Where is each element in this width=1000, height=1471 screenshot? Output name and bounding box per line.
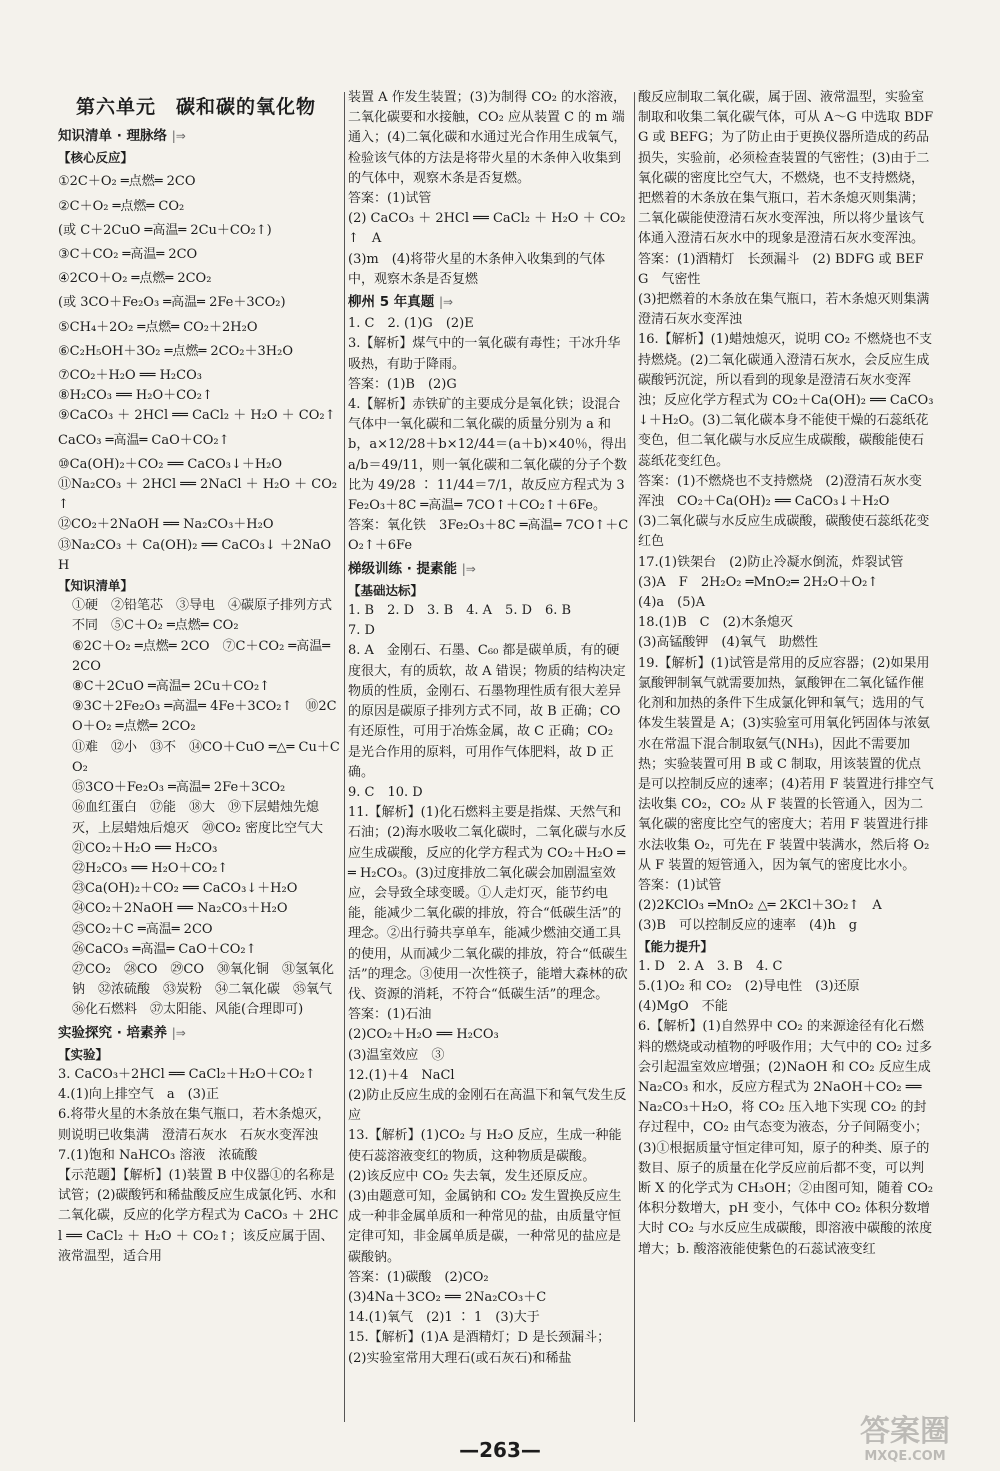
subsection-heading: 【知识清单】 xyxy=(58,578,134,594)
answer-line: 答案：(1)B (2)G xyxy=(348,376,457,392)
question-line: 7. D xyxy=(348,623,375,639)
answer-line: (2)2KClO₃ ═MnO₂ △═ 2KCl＋3O₂↑ A xyxy=(638,898,882,914)
answer-line: (3)B 可以控制反应的速率 (4)h g xyxy=(638,918,858,934)
answer-line: (2) CaCO₃ ＋ 2HCl ══ CaCl₂ ＋ H₂O ＋ CO₂↑ A xyxy=(348,211,626,247)
question-line: 11.【解析】(1)化石燃料主要是指煤、天然气和石油；(2)海水吸收二氧化碳时，二氧化碳与水反应生成碳酸，反应的化学方程式为 CO₂＋H₂O ══ H₂CO₃。(3)过度排放二氧化碳会加剧温室效应，会导致全球变暖。①人走灯灭，能节约电能，能减少二氧化碳的排放，符合“低碳生活”的理念。②出行骑共享单车，能减少燃油交通工具的使用，从而减少二氧化碳的排放，符合“低碳生活”的理念。③使用一次性筷子，能增大森林的砍伐、资源的消耗，不符合“低碳生活”的理念。 xyxy=(348,805,628,1002)
knowledge-line: ㉒H₂CO₃ ══ H₂O＋CO₂↑ xyxy=(72,860,229,876)
reaction-line: ⑫CO₂＋2NaOH ══ Na₂CO₃＋H₂O xyxy=(58,517,274,533)
experiment-line: 3. CaCO₃＋2HCl ══ CaCl₂＋H₂O＋CO₂↑ xyxy=(58,1066,316,1082)
watermark-logo: 答案圈 MXQE.COM xyxy=(860,1414,950,1464)
section-arrow-icon: |⇒ xyxy=(439,295,454,310)
reaction-line: (或 C＋2CuO ═高温═ 2Cu＋CO₂↑) xyxy=(58,222,272,238)
answer-line: (3)二氧化碳与水反应生成碳酸，碳酸使石蕊纸花变红色 xyxy=(638,514,930,550)
text-line: 酸反应制取二氧化碳，属于固、液常温型，实验室制取和收集二氧化碳气体，可从 A～G 中选取 BDFG 或 BEFG；为了防止由于更换仪器所造成的药品损失，实验前，必须检查装置的气密性；(3)由于二氧化碳的密度比空气大，不燃烧，也不支持燃烧，把燃着的木条放在集气瓶口，若木条熄灭则集满；二氧化碳能使澄清石灰水变浑浊，所以将少量该气体通入澄清石灰水中的现象是澄清石灰水变浑浊。 xyxy=(638,90,934,247)
column-middle xyxy=(348,88,630,1433)
section-heading: 梯级训练 · 提素能 |⇒ xyxy=(348,560,476,577)
unit-title: 第六单元 碳和碳的氧化物 xyxy=(76,96,317,118)
subsection-heading: 【核心反应】 xyxy=(58,150,134,166)
knowledge-line: ⑥2C＋O₂ ═点燃═ 2CO ⑦C＋CO₂ ═高温═ 2CO xyxy=(72,638,335,674)
knowledge-line: ⑧C＋2CuO ═高温═ 2Cu＋CO₂↑ xyxy=(72,679,271,695)
answer-line: (3)高锰酸钾 (4)氧气 助燃性 xyxy=(638,635,818,651)
question-line: 9. C 10. D xyxy=(348,784,423,800)
subsection-heading: 【能力提升】 xyxy=(638,938,714,954)
question-line: 16.【解析】(1)蜡烛熄灭，说明 CO₂ 不燃烧也不支持燃烧。(2)二氧化碳通入澄清石灰水，会反应生成碳酸钙沉淀，所以看到的现象是澄清石灰水变浑浊；反应化学方程式为 CO₂＋Ca(OH)₂ ══ CaCO₃↓＋H₂O。(3)二氧化碳本身不能使干燥的石蕊纸花变色，但二氧化碳与水反应生成碳酸，碳酸能使石蕊纸花变红色。 xyxy=(638,332,934,469)
column-right xyxy=(638,88,943,1433)
section-heading: 柳州 5 年真题 |⇒ xyxy=(348,294,454,311)
answer-line: (2)该反应中 CO₂ 失去氧，发生还原反应。 xyxy=(348,1168,596,1184)
reaction-line: ⑬Na₂CO₃ ＋ Ca(OH)₂ ══ CaCO₃↓ ＋2NaOH xyxy=(58,537,331,573)
section-heading: 知识清单 · 理脉络 |⇒ xyxy=(58,128,186,144)
knowledge-line: ①硬 ②铅笔芯 ③导电 ④碳原子排列方式不同 ⑤C＋O₂ ═点燃═ CO₂ xyxy=(72,598,333,634)
answer-line: (4)MgO 不能 xyxy=(638,999,728,1015)
answer-line: (2)CO₂＋H₂O ══ H₂CO₃ xyxy=(348,1027,499,1043)
knowledge-line: ㉕CO₂＋C ═高温═ 2CO xyxy=(72,921,213,937)
reaction-line: ③C＋CO₂ ═高温═ 2CO xyxy=(58,247,198,263)
answer-line: (3)A F 2H₂O₂ ═MnO₂═ 2H₂O＋O₂↑ xyxy=(638,574,879,590)
question-line: 1. D 2. A 3. B 4. C xyxy=(638,958,783,974)
subsection-heading: 【实验】 xyxy=(58,1046,109,1062)
question-line: 8. A 金刚石、石墨、C₆₀ 都是碳单质，有的硬度很大，有的质软，故 A 错误；物质的结构决定物质的性质，金刚石、石墨物理性质有很大差异的原因是碳原子排列方式不同，故 B 正确；CO 有还原性，可用于冶炼金属，故 C 正确；CO₂ 是光合作用的原料，可用作气体肥料，故 D 正确。 xyxy=(348,643,626,780)
reaction-line: ④2CO＋O₂ ═点燃═ 2CO₂ xyxy=(58,271,212,287)
question-line: 18.(1)B C (2)木条熄灭 xyxy=(638,615,794,631)
question-line: 15.【解析】(1)A 是酒精灯；D 是长颈漏斗； xyxy=(348,1330,611,1346)
answer-line: (4)a (5)A xyxy=(638,595,705,611)
reaction-line: ①2C＋O₂ ═点燃═ 2CO xyxy=(58,174,196,190)
answer-line: 答案：氧化铁 3Fe₂O₃＋8C ═高温═ 7CO↑＋CO₂↑＋6Fe xyxy=(348,518,629,554)
reaction-line: ⑧H₂CO₃ ══ H₂O＋CO₂↑ xyxy=(58,388,213,404)
text-line: 装置 A 作发生装置；(3)为制得 CO₂ 的水溶液，二氧化碳要和水接触，CO₂ 应从装置 C 的 m 端通入；(4)二氧化碳和水通过光合作用生成氧气，检验该气体的方法是将带火星的木条伸入收集到的气体中，观察木条是否复燃。 xyxy=(348,90,627,186)
knowledge-line: ⑮3CO＋Fe₂O₃ ═高温═ 2Fe＋3CO₂ xyxy=(72,780,286,796)
section-heading: 实验探究 · 培素养 |⇒ xyxy=(58,1024,186,1041)
reaction-line: ⑨CaCO₃ ＋ 2HCl ══ CaCl₂ ＋ H₂O ＋ CO₂↑ xyxy=(58,408,336,424)
column-divider xyxy=(344,92,345,1422)
reaction-line: ②C＋O₂ ═点燃═ CO₂ xyxy=(58,198,185,214)
answer-line: (2)防止反应生成的金刚石在高温下和氧气发生反应 xyxy=(348,1087,627,1124)
answer-line: 答案：(1)不燃烧也不支持燃烧 (2)澄清石灰水变浑浊 CO₂＋Ca(OH)₂ ══ CaCO₃↓＋H₂O xyxy=(638,473,922,510)
reaction-line: ⑪Na₂CO₃ ＋ 2HCl ══ 2NaCl ＋ H₂O ＋ CO₂↑ xyxy=(58,477,338,513)
section-arrow-icon: |⇒ xyxy=(171,1025,186,1040)
question-line: 14.(1)氧气 (2)1 ∶ 1 (3)大于 xyxy=(348,1310,540,1326)
knowledge-line: ⑯血红蛋白 ⑰能 ⑱大 ⑲下层蜡烛先熄灭，上层蜡烛后熄灭 ⑳CO₂ 密度比空气大 ㉑CO₂＋H₂O ══ H₂CO₃ xyxy=(72,800,336,856)
knowledge-line: ㉗CO₂ ㉘CO ㉙CO ㉚氧化铜 ㉛氢氧化钠 ㉜浓硫酸 ㉝炭粉 ㉞二氧化碳 ㉟氧气 ㊱化石燃料 ㊲太阳能、风能(合理即可) xyxy=(72,961,346,1018)
question-line: 1. B 2. D 3. B 4. A 5. D 6. B xyxy=(348,603,572,619)
knowledge-line: ⑪难 ⑫小 ⑬不 ⑭CO＋CuO ═△═ Cu＋CO₂ xyxy=(72,739,340,775)
answer-line: (3)4Na＋3CO₂ ══ 2Na₂CO₃＋C xyxy=(348,1289,547,1305)
answer-line: (2)实验室常用大理石(或石灰石)和稀盐 xyxy=(348,1350,572,1366)
question-line: 4.【解析】赤铁矿的主要成分是氧化铁；设混合气体中一氧化碳和二氧化碳的质量分别为 a 和 b，a×12/28＋b×12/44＝(a＋b)×40％，得出 a/b＝49/11，则一氧化碳和二氧化碳的分子个数比为 49/28 ∶ 11/44＝7/1，故反应方程式为 3Fe₂O₃＋8C ═高温═ 7CO↑＋CO₂↑＋6Fe。 xyxy=(348,397,631,514)
question-line: 12.(1)＋4 NaCl xyxy=(348,1067,455,1083)
answer-line: 答案：(1)石油 xyxy=(348,1007,432,1023)
experiment-line: 6.将带火星的木条放在集气瓶口，若木条熄灭，则说明已收集满 澄清石灰水 石灰水变浑浊 xyxy=(58,1107,331,1143)
section-arrow-icon: |⇒ xyxy=(171,129,186,143)
answer-line: (3)由题意可知，金属钠和 CO₂ 发生置换反应生成一种非金属单质和一种常见的盐，由质量守恒定律可知，非金属单质是碳，一种常见的盐应是碳酸钠。 xyxy=(348,1188,622,1265)
section-arrow-icon: |⇒ xyxy=(461,561,476,576)
answer-line: 答案：(1)试管 xyxy=(348,191,432,207)
reaction-line: ⑥C₂H₅OH＋3O₂ ═点燃═ 2CO₂＋3H₂O xyxy=(58,343,293,359)
question-line: 19.【解析】(1)试管是常用的反应容器；(2)如果用氯酸钾制氧气就需要加热，氯酸钾在二氧化锰作催化剂和加热的条件下生成氯化钾和氧气；选用的气体发生装置是 A；(3)实验室可用氧化钙固体与浓氨水在常温下混合制取氨气(NH₃)，因此不需要加热；实验装置可用 B 或 C 制取，用该装置的优点是可以控制反应的速率；(4)若用 F 装置进行排空气法收集 CO₂，CO₂ 从 F 装置的长管通入，因为二氧化碳的密度比空气的密度大；若用 F 装置进行排水法收集 O₂，可先在 F 装置中装满水，然后将 O₂ 从 F 装置的短管通入，因为氧气的密度比水小。 xyxy=(638,655,934,873)
column-left xyxy=(58,88,346,1433)
question-line: 6.【解析】(1)自然界中 CO₂ 的来源途径有化石燃料的燃烧或动植物的呼吸作用；大气中的 CO₂ 过多会引起温室效应增强；(2)NaOH 和 CO₂ 反应生成 Na₂CO₃ 和水，反应方程式为 2NaOH＋CO₂ ══ Na₂CO₃＋H₂O，将 CO₂ 压入地下实现 CO₂ 的封存过程中，CO₂ 由气态变为液态，分子间隔变小；(3)①根据质量守恒定律可知，原子的种类、原子的数目、原子的质量在化学反应前后都不变，可以判断 X 的化学式为 CH₃OH；②由图可知，随着 CO₂ 体积分数增大，pH 变小，气体中 CO₂ 体积分数增大时 CO₂ 与水反应生成碳酸，即溶液中碳酸的浓度增大；b. 酸溶液能使紫色的石蕊试液变红 xyxy=(638,1019,938,1257)
experiment-line: 4.(1)向上排空气 a (3)正 xyxy=(58,1087,219,1103)
reaction-line: CaCO₃ ═高温═ CaO＋CO₂↑ xyxy=(58,432,230,448)
experiment-line: 7.(1)饱和 NaHCO₃ 溶液 浓硫酸 xyxy=(58,1147,258,1163)
question-line: 13.【解析】(1)CO₂ 与 H₂O 反应，生成一种能使石蕊溶液变红的物质，这种物质是碳酸。 xyxy=(348,1128,622,1164)
answer-line: (3)温室效应 ③ xyxy=(348,1047,445,1063)
knowledge-line: ㉔CO₂＋2NaOH ══ Na₂CO₃＋H₂O xyxy=(72,901,288,917)
page-number: —263— xyxy=(459,1438,541,1462)
knowledge-line: ㉓Ca(OH)₂＋CO₂ ══ CaCO₃↓＋H₂O xyxy=(72,881,298,897)
answer-line: (3)m (4)将带火星的木条伸入收集到的气体中，观察木条是否复燃 xyxy=(348,251,606,287)
knowledge-line: ⑨3C＋2Fe₂O₃ ═高温═ 4Fe＋3CO₂↑ ⑩2CO＋O₂ ═点燃═ 2CO₂ xyxy=(72,699,337,735)
question-line: 3.【解析】煤气中的一氧化碳有毒性；干冰升华吸热，有助于降雨。 xyxy=(348,336,621,372)
question-line: 1. C 2. (1)G (2)E xyxy=(348,316,474,332)
knowledge-line: ㉖CaCO₃ ═高温═ CaO＋CO₂↑ xyxy=(72,941,257,957)
answer-line: (3)把燃着的木条放在集气瓶口，若木条熄灭则集满 澄清石灰水变浑浊 xyxy=(638,292,943,328)
question-line: 17.(1)铁架台 (2)防止冷凝水倒流，炸裂试管 xyxy=(638,554,904,570)
experiment-line: 【示范题】【解析】(1)装置 B 中仪器①的名称是试管；(2)碳酸钙和稀盐酸反应生成氯化钙、水和二氧化碳，反应的化学方程式为 CaCO₃ ＋ 2HCl ══ CaCl₂ ＋ H₂O ＋ CO₂↑；该反应属于固、液常温型，适合用 xyxy=(58,1167,339,1264)
reaction-line: ⑦CO₂＋H₂O ══ H₂CO₃ xyxy=(58,368,202,384)
reaction-line: ⑩Ca(OH)₂＋CO₂ ══ CaCO₃↓＋H₂O xyxy=(58,456,283,472)
column-divider xyxy=(634,92,635,1422)
subsection-heading: 【基础达标】 xyxy=(348,582,424,598)
reaction-line: ⑤CH₄＋2O₂ ═点燃═ CO₂＋2H₂O xyxy=(58,319,258,335)
reaction-line: (或 3CO＋Fe₂O₃ ═高温═ 2Fe＋3CO₂) xyxy=(58,295,286,311)
answer-line: 答案：(1)碳酸 (2)CO₂ xyxy=(348,1269,489,1285)
question-line: 5.(1)O₂ 和 CO₂ (2)导电性 (3)还原 xyxy=(638,978,860,994)
answer-line: 答案：(1)试管 xyxy=(638,877,722,893)
answer-line: 答案：(1)酒精灯 长颈漏斗 (2) BDFG 或 BEFG 气密性 xyxy=(638,251,924,287)
